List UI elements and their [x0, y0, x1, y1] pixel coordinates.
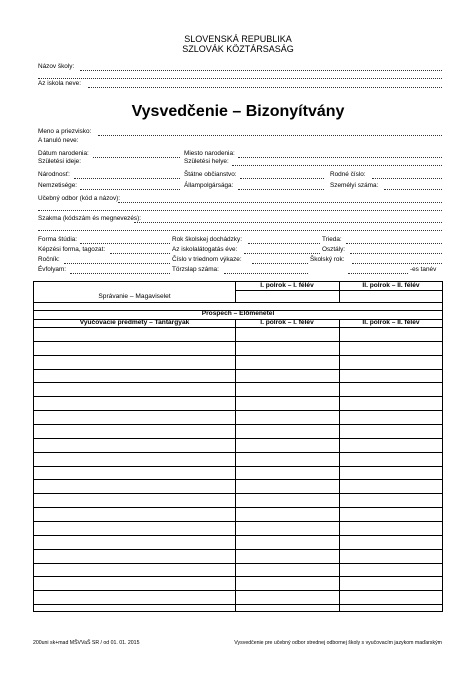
- specialization-field[interactable]: [134, 222, 442, 223]
- table-line: [34, 327, 442, 328]
- table-row[interactable]: [34, 396, 442, 397]
- table-row[interactable]: [34, 355, 442, 356]
- school-name-label-hu: Az iskola neve:: [38, 80, 81, 87]
- dob-field[interactable]: [93, 157, 180, 158]
- table-row[interactable]: [34, 424, 442, 425]
- dob-label: Dátum narodenia:: [38, 150, 89, 157]
- specialization-label: Szakma (kódszám és megnevezés):: [38, 215, 141, 222]
- half2-header: II. polrok – II. félév: [362, 282, 420, 289]
- behaviour-label: Správanie – Magaviselet: [98, 293, 171, 300]
- school-name-field-hu[interactable]: [88, 87, 442, 88]
- birth-number-label-hu: Személyi száma:: [330, 182, 379, 189]
- table-row[interactable]: [34, 341, 442, 342]
- citizenship-field[interactable]: [240, 178, 324, 179]
- attendance-label-hu: Az iskolalátogatás éve:: [172, 246, 238, 253]
- school-year-suffix: -es tanév: [410, 266, 437, 273]
- class-register-label-hu: Törzslap száma:: [172, 266, 219, 273]
- year-label-hu: Évfolyam:: [38, 266, 67, 273]
- half1-header: I. polrok – I. félév: [260, 282, 314, 289]
- school-year-label: Školský rok:: [310, 256, 345, 263]
- attendance-field-hu[interactable]: [244, 253, 320, 254]
- study-form-label-hu: Képzési forma, tagozat:: [38, 246, 106, 253]
- table-row[interactable]: [34, 563, 442, 564]
- birth-number-field-hu[interactable]: [384, 189, 442, 190]
- pob-field[interactable]: [238, 157, 442, 158]
- table-row[interactable]: [34, 369, 442, 370]
- table-row[interactable]: [34, 535, 442, 536]
- attendance-field[interactable]: [248, 243, 320, 244]
- table-row[interactable]: [34, 493, 442, 494]
- study-form-field-hu[interactable]: [110, 253, 170, 254]
- year-field[interactable]: [64, 263, 170, 264]
- class-register-field[interactable]: [252, 263, 308, 264]
- field-of-study-field[interactable]: [118, 202, 442, 203]
- field-of-study-label: Učebný odbor (kód a názov):: [38, 195, 121, 202]
- document-title: Vysvedčenie – Bizonyítvány: [131, 103, 345, 120]
- footer-left: 200uni sk+mad MŠVVaŠ SR / od 01. 01. 2015: [33, 640, 140, 646]
- study-form-field[interactable]: [80, 243, 170, 244]
- school-name-field[interactable]: [80, 70, 442, 71]
- pob-label: Miesto narodenia:: [184, 150, 235, 157]
- pob-field-hu[interactable]: [232, 165, 442, 166]
- nationality-field[interactable]: [74, 178, 180, 179]
- birth-number-label: Rodné číslo:: [330, 171, 366, 178]
- table-row[interactable]: [34, 576, 442, 577]
- year-label: Ročník:: [38, 256, 60, 263]
- table-row[interactable]: [34, 438, 442, 439]
- class-register-field-hu[interactable]: [224, 273, 308, 274]
- table-line: [235, 290, 442, 291]
- subjects-half1-header: I. polrok – I. félév: [260, 319, 314, 326]
- nationality-field-hu[interactable]: [80, 189, 180, 190]
- table-row[interactable]: [34, 452, 442, 453]
- table-row[interactable]: [34, 410, 442, 411]
- citizenship-field-hu[interactable]: [238, 189, 324, 190]
- name-field[interactable]: [98, 135, 442, 136]
- class-register-label: Číslo v triednom výkaze:: [172, 256, 242, 263]
- specialization-field-2[interactable]: [38, 230, 442, 231]
- subjects-header: Vyučovacie predmety – Tantárgyak: [79, 319, 190, 326]
- name-label-hu: A tanuló neve:: [38, 137, 79, 144]
- class-field[interactable]: [346, 243, 442, 244]
- footer-right: Vysvedčenie pre učebný odbor strednej odbornej školy s vyučovacím jazykom maďarským: [234, 640, 442, 646]
- class-label: Trieda:: [322, 236, 342, 243]
- table-row[interactable]: [34, 590, 442, 591]
- citizenship-label: Štátne občianstvo:: [184, 171, 237, 178]
- country-name-sk: SLOVENSKÁ REPUBLIKA: [184, 34, 292, 44]
- field-of-study-field-2[interactable]: [38, 210, 442, 211]
- table-row[interactable]: [34, 549, 442, 550]
- year-field-hu[interactable]: [70, 273, 170, 274]
- school-year-field[interactable]: [352, 263, 442, 264]
- birth-number-field[interactable]: [372, 178, 442, 179]
- school-name-field-2[interactable]: [38, 78, 442, 79]
- school-year-field-hu[interactable]: [348, 273, 408, 274]
- citizenship-label-hu: Állampolgársága:: [184, 182, 234, 189]
- attendance-label: Rok školskej dochádzky:: [172, 236, 242, 243]
- class-label-hu: Osztály:: [322, 246, 346, 253]
- school-name-label: Názov školy:: [38, 63, 75, 70]
- table-line: [34, 302, 442, 303]
- dob-label-hu: Születési ideje:: [38, 158, 81, 165]
- nationality-label-hu: Nemzetisége:: [38, 182, 78, 189]
- table-row[interactable]: [34, 382, 442, 383]
- progress-label: Prospech – Előmenetel: [201, 310, 275, 317]
- table-row[interactable]: [34, 479, 442, 480]
- nationality-label: Národnosť:: [38, 171, 70, 178]
- country-name-hu: SZLOVÁK KÖZTÁRSASÁG: [182, 44, 294, 54]
- table-row[interactable]: [34, 466, 442, 467]
- table-row[interactable]: [34, 604, 442, 605]
- table-row[interactable]: [34, 521, 442, 522]
- study-form-label: Forma štúdia:: [38, 236, 78, 243]
- name-label: Meno a priezvisko:: [38, 128, 92, 135]
- subjects-half2-header: II. polrok – II. félév: [362, 319, 420, 326]
- pob-label-hu: Születési helye:: [184, 158, 229, 165]
- class-field-hu[interactable]: [350, 253, 442, 254]
- table-row[interactable]: [34, 507, 442, 508]
- grades-table: [33, 281, 443, 612]
